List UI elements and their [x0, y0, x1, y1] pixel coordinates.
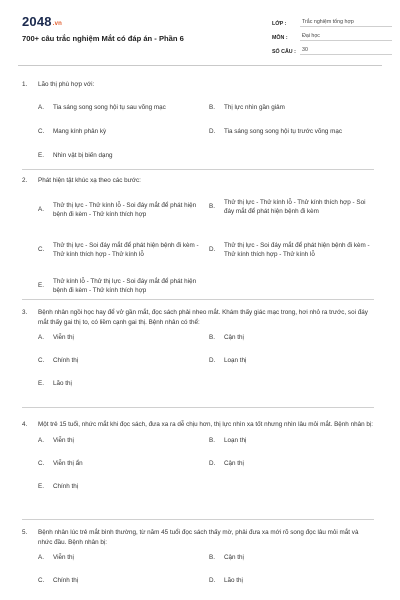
divider — [22, 169, 374, 170]
options — [38, 430, 374, 510]
option-e[interactable]: E. Nhìn vật bị biến dạng — [38, 151, 113, 159]
question-number: 2. — [22, 177, 28, 184]
document-header — [18, 0, 382, 66]
question-1 — [22, 80, 374, 170]
option-c[interactable]: C. Chính thị — [38, 357, 79, 364]
meta-value: Trắc nghiệm tổng hợp — [300, 19, 392, 28]
document-meta — [272, 13, 392, 55]
document-title: 700+ câu trắc nghiệm Mắt có đáp án - Phần 6 — [22, 34, 184, 43]
option-e[interactable]: E. Lão thị — [38, 380, 72, 387]
option-c[interactable]: C. Viễn thị ẩn — [38, 459, 83, 467]
option-c[interactable]: C. Chính thị — [38, 577, 79, 584]
question-text: Lão thị phù hợp với: — [38, 81, 95, 88]
option-a[interactable]: A. Tia sáng song song hội tụ sau võng mạc — [38, 103, 166, 111]
option-a[interactable]: A. Viễn thị — [38, 334, 74, 341]
question-text: Phát hiện tật khúc xạ theo các bước: — [38, 177, 141, 184]
question-number: 1. — [22, 81, 28, 88]
meta-row-class — [272, 13, 392, 27]
question-number: 3. — [22, 309, 28, 316]
question-4 — [22, 420, 374, 510]
option-c[interactable]: C. Thử thị lực - Soi đáy mắt để phát hiện bệnh đi kèm - Thử kính thích hợp - Thử kính lỗ — [38, 241, 199, 259]
question-number: 5. — [22, 529, 28, 536]
question-text: Một trẻ 15 tuổi, nhức mắt khi đọc sách, đưa xa ra dễ chịu hơn, thị lực nhìn xa tốt nhưng nhìn lâu mỏi mắt. Bệnh nhân bị: — [38, 421, 373, 428]
option-d[interactable]: D. Thử thị lực - Soi đáy mắt để phát hiện bệnh đi kèm - Thử kính thích hợp - Thử kính lỗ — [209, 241, 370, 259]
question-2 — [22, 176, 374, 306]
option-b[interactable]: B. Cận thị — [209, 334, 244, 341]
site-logo[interactable]: 2048.vn — [22, 14, 63, 29]
options — [38, 90, 374, 170]
option-a[interactable]: A. Thử thị lực - Thử kính lỗ - Soi đáy mắt để phát hiện bệnh đi kèm - Thử kính thích hợp — [38, 201, 197, 219]
question-text: Bệnh nhân lúc trẻ mắt bình thường, từ năm 45 tuổi đọc sách thấy mờ, phải đưa xa mới rõ song đọc lâu mỏi mắt và nhức đầu. Bệnh nhân bị: — [38, 529, 359, 546]
meta-value: Đại học — [300, 33, 392, 42]
option-e[interactable]: E. Thử kính lỗ - Thử thị lực - Soi đáy mắt để phát hiện bệnh đi kèm - Thử kính thích hợp — [38, 277, 197, 295]
option-d[interactable]: D. Cận thị — [209, 459, 244, 467]
option-a[interactable]: A. Viễn thị — [38, 554, 74, 561]
meta-label: MÔN : — [272, 35, 288, 41]
question-number: 4. — [22, 421, 28, 428]
option-b[interactable]: B. Loạn thị — [209, 436, 247, 444]
option-c[interactable]: C. Mang kính phân kỳ — [38, 127, 107, 135]
option-e[interactable]: E. Chính thị — [38, 482, 79, 490]
options — [38, 186, 374, 306]
meta-row-count — [272, 41, 392, 55]
option-b[interactable]: B. Thị lực nhìn gần giảm — [209, 103, 285, 111]
divider — [22, 519, 374, 520]
option-d[interactable]: D. Loạn thị — [209, 357, 247, 364]
option-b[interactable]: B. Cận thị — [209, 554, 244, 561]
option-d[interactable]: D. Lão thị — [209, 577, 243, 584]
option-a[interactable]: A. Viễn thị — [38, 436, 74, 444]
options — [38, 327, 374, 407]
divider — [22, 299, 374, 300]
meta-label: SỐ CÂU : — [272, 49, 296, 55]
option-d[interactable]: D. Tia sáng song song hội tụ trước võng mạc — [209, 127, 343, 135]
question-3 — [22, 308, 374, 407]
options — [38, 547, 374, 600]
divider — [22, 407, 374, 408]
meta-row-subject — [272, 27, 392, 41]
meta-label: LỚP : — [272, 21, 287, 27]
question-5 — [22, 528, 374, 600]
option-b[interactable]: B. Thử thị lực - Thử kính lỗ - Thử kính thích hợp - Soi đáy mắt để phát hiện bệnh đi kèm — [209, 198, 366, 216]
meta-value: 30 — [300, 47, 392, 56]
question-text: Bệnh nhân ngồi học hay để vở gần mắt, đọc sách phải nheo mắt. Khám thấy giác mạc trong, hơi nhỏ ra trước, soi đáy mắt thấy gai thị to, có liềm cạnh gai thị. Bệnh nhân có thể: — [38, 309, 368, 326]
